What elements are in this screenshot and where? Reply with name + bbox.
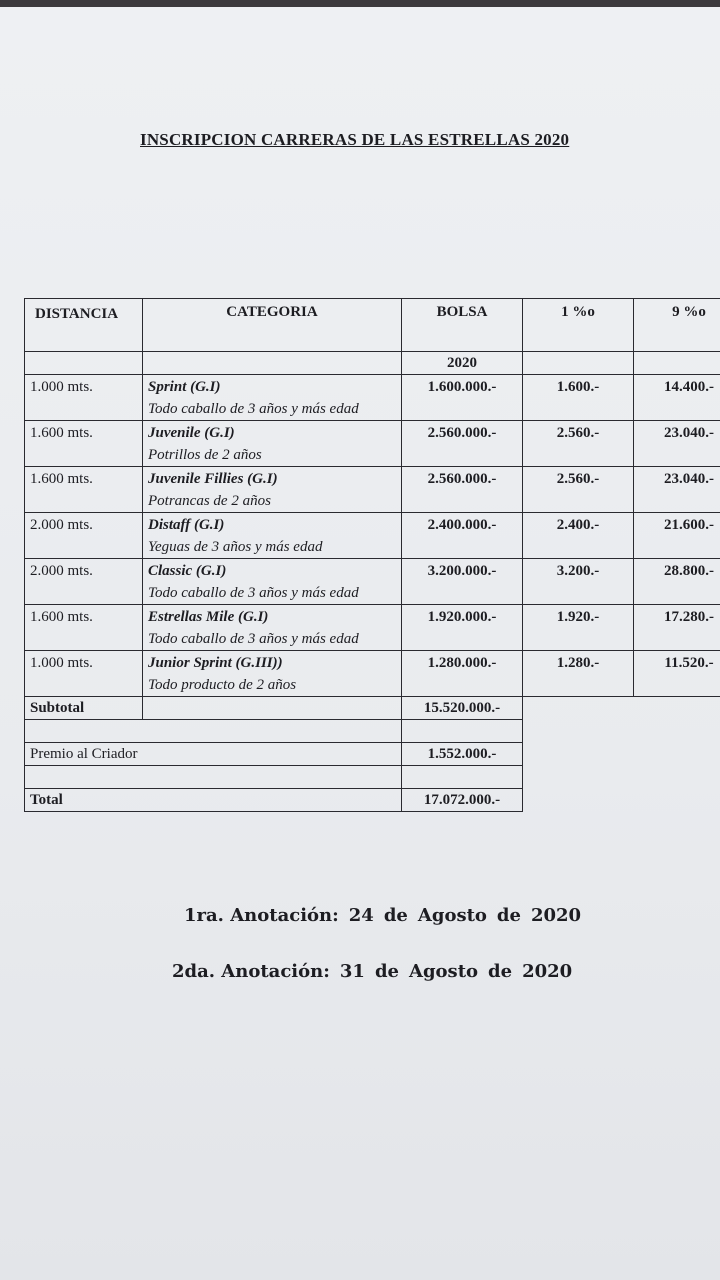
subtotal-value: 15.520.000.- [402, 697, 523, 720]
spacer-row [25, 720, 720, 743]
premio-row [25, 743, 720, 766]
race-name: Estrellas Mile (G.I) [148, 609, 269, 625]
registration-table [24, 298, 720, 812]
blank [523, 697, 634, 720]
total-value: 17.072.000.- [402, 789, 523, 812]
race-category [143, 605, 402, 651]
table-row [25, 513, 720, 559]
race-distance: 1.600 mts. [25, 605, 143, 651]
race-pct9: 17.280.- [634, 605, 720, 651]
anotacion-de: de [383, 905, 408, 926]
subtotal-row [25, 697, 720, 720]
empty-cell [25, 766, 402, 789]
race-bolsa: 3.200.000.- [402, 559, 523, 605]
race-pct1: 2.560.- [523, 467, 634, 513]
race-distance: 1.600 mts. [25, 467, 143, 513]
empty-cell [402, 720, 523, 743]
race-description: Todo caballo de 3 años y más edad [148, 631, 359, 647]
blank [634, 789, 720, 812]
blank [634, 766, 720, 789]
anotacion-month: Agosto [409, 961, 479, 982]
race-name: Sprint (G.I) [148, 379, 221, 395]
race-description: Todo caballo de 3 años y más edad [148, 585, 359, 601]
premio-label: Premio al Criador [25, 743, 402, 766]
race-pct1: 3.200.- [523, 559, 634, 605]
blank [523, 766, 634, 789]
race-bolsa: 1.280.000.- [402, 651, 523, 697]
header-pct1: 1 %o [523, 299, 634, 352]
anotacion-de: de [488, 961, 513, 982]
race-description: Potrancas de 2 años [148, 493, 271, 509]
header-bolsa: BOLSA [402, 299, 523, 352]
anotacion-1 [184, 905, 591, 926]
race-category [143, 467, 402, 513]
race-bolsa: 2.560.000.- [402, 421, 523, 467]
empty-cell [634, 352, 720, 375]
race-pct9: 11.520.- [634, 651, 720, 697]
empty-cell [402, 766, 523, 789]
table-row [25, 605, 720, 651]
table-year-row [25, 352, 720, 375]
table-row [25, 375, 720, 421]
race-distance: 2.000 mts. [25, 513, 143, 559]
anotacion-year: 2020 [522, 961, 573, 982]
document-title: INSCRIPCION CARRERAS DE LAS ESTRELLAS 2020 [140, 130, 570, 149]
anotacion-label: 2da. Anotación: [172, 961, 330, 982]
race-pct1: 1.600.- [523, 375, 634, 421]
race-name: Junior Sprint (G.III)) [148, 655, 283, 671]
empty-cell [25, 720, 402, 743]
total-row [25, 789, 720, 812]
year-label: 2020 [402, 352, 523, 375]
header-distancia: DISTANCIA [25, 299, 143, 352]
anotacion-month: Agosto [417, 905, 487, 926]
race-name: Juvenile Fillies (G.I) [148, 471, 278, 487]
race-bolsa: 1.600.000.- [402, 375, 523, 421]
empty-cell [143, 697, 402, 720]
blank [523, 789, 634, 812]
table-row [25, 467, 720, 513]
blank [634, 720, 720, 743]
race-pct1: 1.920.- [523, 605, 634, 651]
total-label: Total [25, 789, 402, 812]
empty-cell [523, 352, 634, 375]
blank [523, 720, 634, 743]
race-category [143, 559, 402, 605]
race-bolsa: 2.400.000.- [402, 513, 523, 559]
anotacion-de: de [496, 905, 521, 926]
race-category [143, 375, 402, 421]
premio-value: 1.552.000.- [402, 743, 523, 766]
race-description: Todo caballo de 3 años y más edad [148, 401, 359, 417]
photo-top-edge [0, 0, 720, 7]
race-description: Potrillos de 2 años [148, 447, 262, 463]
anotacion-day: 24 [348, 905, 374, 926]
race-pct1: 2.560.- [523, 421, 634, 467]
race-pct1: 2.400.- [523, 513, 634, 559]
anotacion-label: 1ra. Anotación: [184, 905, 339, 926]
race-distance: 2.000 mts. [25, 559, 143, 605]
race-pct9: 23.040.- [634, 467, 720, 513]
blank [634, 697, 720, 720]
table-row [25, 559, 720, 605]
race-pct9: 28.800.- [634, 559, 720, 605]
race-distance: 1.000 mts. [25, 651, 143, 697]
anotacion-day: 31 [339, 961, 365, 982]
race-name: Juvenile (G.I) [148, 425, 235, 441]
race-pct9: 23.040.- [634, 421, 720, 467]
anotacion-year: 2020 [530, 905, 582, 926]
race-name: Classic (G.I) [148, 563, 227, 579]
blank [634, 743, 720, 766]
subtotal-label: Subtotal [25, 697, 143, 720]
race-name: Distaff (G.I) [148, 517, 225, 533]
race-category [143, 651, 402, 697]
race-pct1: 1.280.- [523, 651, 634, 697]
race-distance: 1.600 mts. [25, 421, 143, 467]
table-row [25, 651, 720, 697]
spacer-row [25, 766, 720, 789]
header-categoria: CATEGORIA [143, 299, 402, 352]
race-description: Yeguas de 3 años y más edad [148, 539, 323, 555]
blank [523, 743, 634, 766]
empty-cell [25, 352, 143, 375]
race-description: Todo producto de 2 años [148, 677, 297, 693]
table-header-row [25, 299, 720, 352]
anotacion-de: de [374, 961, 399, 982]
race-distance: 1.000 mts. [25, 375, 143, 421]
header-pct9: 9 %o [634, 299, 720, 352]
race-category [143, 421, 402, 467]
race-category [143, 513, 402, 559]
race-pct9: 14.400.- [634, 375, 720, 421]
race-bolsa: 1.920.000.- [402, 605, 523, 651]
race-pct9: 21.600.- [634, 513, 720, 559]
race-bolsa: 2.560.000.- [402, 467, 523, 513]
empty-cell [143, 352, 402, 375]
table-row [25, 421, 720, 467]
anotacion-2 [172, 961, 582, 982]
